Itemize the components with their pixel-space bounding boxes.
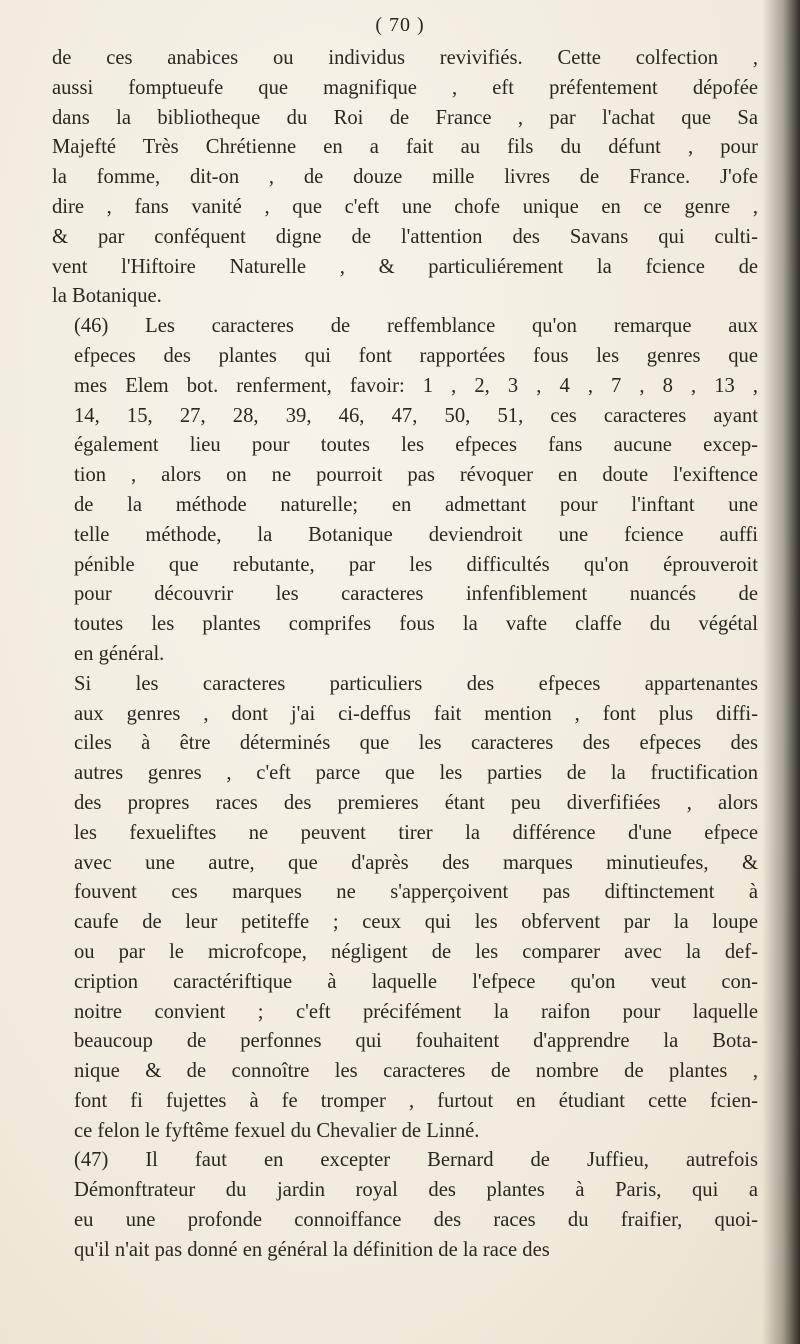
text-line: aussi fomptueufe que magnifique , eft préfentement dépofée xyxy=(52,76,758,99)
text-line: pénible que rebutante, par les difficultés qu'on éprouveroit xyxy=(74,553,758,576)
text-line: eu une profonde connoiffance des races du fraifier, quoi- xyxy=(74,1209,758,1232)
text-line: en général. xyxy=(74,642,165,665)
text-line: cription caractériftique à laquelle l'efpece qu'on veut con- xyxy=(74,970,758,993)
text-line: la Botanique. xyxy=(52,285,162,308)
text-line: les fexueliftes ne peuvent tirer la différence d'une efpece xyxy=(74,821,758,844)
text-line: font fi fujettes à fe tromper , furtout en étudiant cette fcien- xyxy=(74,1089,758,1112)
text-line: 14, 15, 27, 28, 39, 46, 47, 50, 51, ces caracteres ayant xyxy=(74,404,758,427)
text-line: mes Elem bot. renferment, favoir: 1 , 2, 3 , 4 , 7 , 8 , 13 , xyxy=(74,374,758,397)
text-line: de ces anabices ou individus revivifiés. Cette colfection , xyxy=(52,47,758,69)
text-line: ou par le microfcope, négligent de les comparer avec la def- xyxy=(74,940,758,963)
text-line: ce felon le fyftême fexuel du Chevalier de Linné. xyxy=(74,1119,480,1142)
text-line: Si les caracteres particuliers des efpeces appartenantes xyxy=(74,672,758,695)
text-line: avec une autre, que d'après des marques minutieufes, & xyxy=(74,851,758,874)
text-line: Démonftrateur du jardin royal des plantes à Paris, qui a xyxy=(74,1179,758,1202)
text-line: dans la bibliotheque du Roi de France , par l'achat que Sa xyxy=(52,106,758,129)
text-line: la fomme, dit-on , de douze mille livres de France. J'ofe xyxy=(52,166,758,189)
page-body xyxy=(52,44,758,1266)
text-line: pour découvrir les caracteres infenfiblement nuancés de xyxy=(74,583,758,606)
text-line: de la méthode naturelle; en admettant pour l'inftant une xyxy=(74,493,758,516)
text-line: fouvent ces marques ne s'apperçoivent pas diftinctement à xyxy=(74,881,758,904)
text-line: (46) Les caracteres de reffemblance qu'on remarque aux xyxy=(74,315,758,338)
text-line: efpeces des plantes qui font rapportées fous les genres que xyxy=(74,344,758,367)
page-gutter-shadow xyxy=(762,0,800,1344)
text-line: vent l'Hiftoire Naturelle , & particuliérement la fcience de xyxy=(52,255,758,278)
text-line: (47) Il faut en excepter Bernard de Juffieu, autrefois xyxy=(74,1149,758,1172)
text-line: ciles à être déterminés que les caracteres des efpeces des xyxy=(74,732,758,755)
text-line: également lieu pour toutes les efpeces fans aucune excep- xyxy=(74,434,758,457)
text-line: qu'il n'ait pas donné en général la définition de la race des xyxy=(74,1238,550,1261)
text-line: beaucoup de perfonnes qui fouhaitent d'apprendre la Bota- xyxy=(74,1030,758,1053)
text-line: nique & de connoître les caracteres de nombre de plantes , xyxy=(74,1060,758,1083)
text-line: noitre convient ; c'eft précifément la raifon pour laquelle xyxy=(74,1000,758,1023)
text-line: telle méthode, la Botanique deviendroit une fcience auffi xyxy=(74,523,758,546)
text-line: des propres races des premieres étant peu diverfifiées , alors xyxy=(74,791,758,814)
paragraph-2 xyxy=(52,312,758,670)
paragraph-1 xyxy=(52,44,758,312)
text-line: dire , fans vanité , que c'eft une chofe unique en ce genre , xyxy=(52,195,758,218)
text-line: tion , alors on ne pourroit pas révoquer en doute l'exiftence xyxy=(74,464,758,487)
text-line: toutes les plantes comprifes fous la vafte claffe du végétal xyxy=(74,613,758,636)
text-line: Majefté Très Chrétienne en a fait au fils du défunt , pour xyxy=(52,136,758,159)
page-number: ( 70 ) xyxy=(375,14,425,36)
text-line: caufe de leur petiteffe ; ceux qui les obfervent par la loupe xyxy=(74,911,758,934)
text-line: autres genres , c'eft parce que les parties de la fructification xyxy=(74,762,758,785)
text-line: & par conféquent digne de l'attention des Savans qui culti- xyxy=(52,225,758,248)
text-line: aux genres , dont j'ai ci-deffus fait mention , font plus diffi- xyxy=(74,702,758,725)
paragraph-3 xyxy=(52,670,758,1147)
paragraph-4 xyxy=(52,1146,758,1265)
